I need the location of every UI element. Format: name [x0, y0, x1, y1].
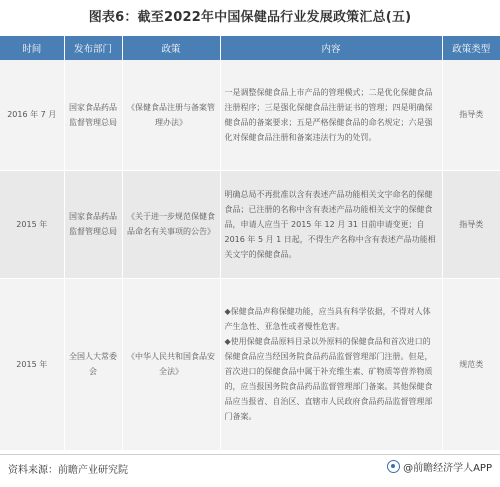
cell-content — [220, 278, 442, 450]
cell-policy: 《保健食品注册与备案管理办法》 — [122, 60, 220, 170]
source-note: 资料来源：前瞻产业研究院 — [8, 465, 128, 476]
cell-time: 2015 年 — [0, 170, 64, 278]
header-content: 内容 — [220, 36, 442, 60]
cell-dept: 国家食品药品监督管理总局 — [64, 60, 122, 170]
cell-dept: 国家食品药品监督管理总局 — [64, 170, 122, 278]
content-paragraph: ◆使用保健食品原料目录以外原料的保健食品和首次进口的保健食品应当经国务院食品药品监督管理部门注册。但是，首次进口的保健食品中属于补充维生素、矿物质等营养物质的，应当报国务院食品药品监督管理部门备案。其他保健食品应当报省、自治区、直辖市人民政府食品药品监督管理部门备案。 — [224, 337, 433, 421]
table-header-row — [0, 36, 500, 60]
cell-policy: 《中华人民共和国食品安全法》 — [122, 278, 220, 450]
cell-dept: 全国人大常委会 — [64, 278, 122, 450]
header-policy: 政策 — [122, 36, 220, 60]
brand-label: @前瞻经济学人APP — [403, 463, 492, 474]
cell-policy: 《关于进一步规范保健食品命名有关事项的公告》 — [122, 170, 220, 278]
brand-attribution — [387, 459, 492, 474]
table-row — [0, 278, 500, 450]
cell-type: 规范类 — [442, 278, 500, 450]
table-row — [0, 60, 500, 170]
header-time: 时间 — [0, 36, 64, 60]
header-dept: 发布部门 — [64, 36, 122, 60]
cell-time: 2016 年 7 月 — [0, 60, 64, 170]
content-paragraph: 明确总局不再批准以含有表述产品功能相关文字命名的保健食品；已注册的名称中含有表述产品功能相关文字的保健食品，申请人应当于 2015 年 12 月 31 日前申请变更；自 2016 年 5 月 1 日起，不得生产名称中含有表述产品功能相关文字的保健食品。 — [224, 189, 436, 259]
cell-content — [220, 170, 442, 278]
table-row — [0, 170, 500, 278]
policy-table — [0, 36, 500, 451]
header-type: 政策类型 — [442, 36, 500, 60]
cell-type: 指导类 — [442, 170, 500, 278]
footer-divider — [0, 454, 500, 455]
content-paragraph: ◆保健食品声称保健功能，应当具有科学依据，不得对人体产生急性、亚急性或者慢性危害。 — [224, 307, 431, 331]
cell-time: 2015 年 — [0, 278, 64, 450]
cell-content — [220, 60, 442, 170]
cell-type: 指导类 — [442, 60, 500, 170]
content-paragraph: 一是调整保健食品上市产品的管理模式；二是优化保健食品注册程序；三是强化保健食品注册证书的管理；四是明确保健食品的备案要求；五是严格保健食品的命名规定；六是强化对保健食品注册和备案违法行为的处罚。 — [224, 87, 433, 142]
brand-logo-icon — [387, 460, 400, 473]
page-title: 图表6：截至2022年中国保健品行业发展政策汇总(五) — [88, 10, 412, 25]
